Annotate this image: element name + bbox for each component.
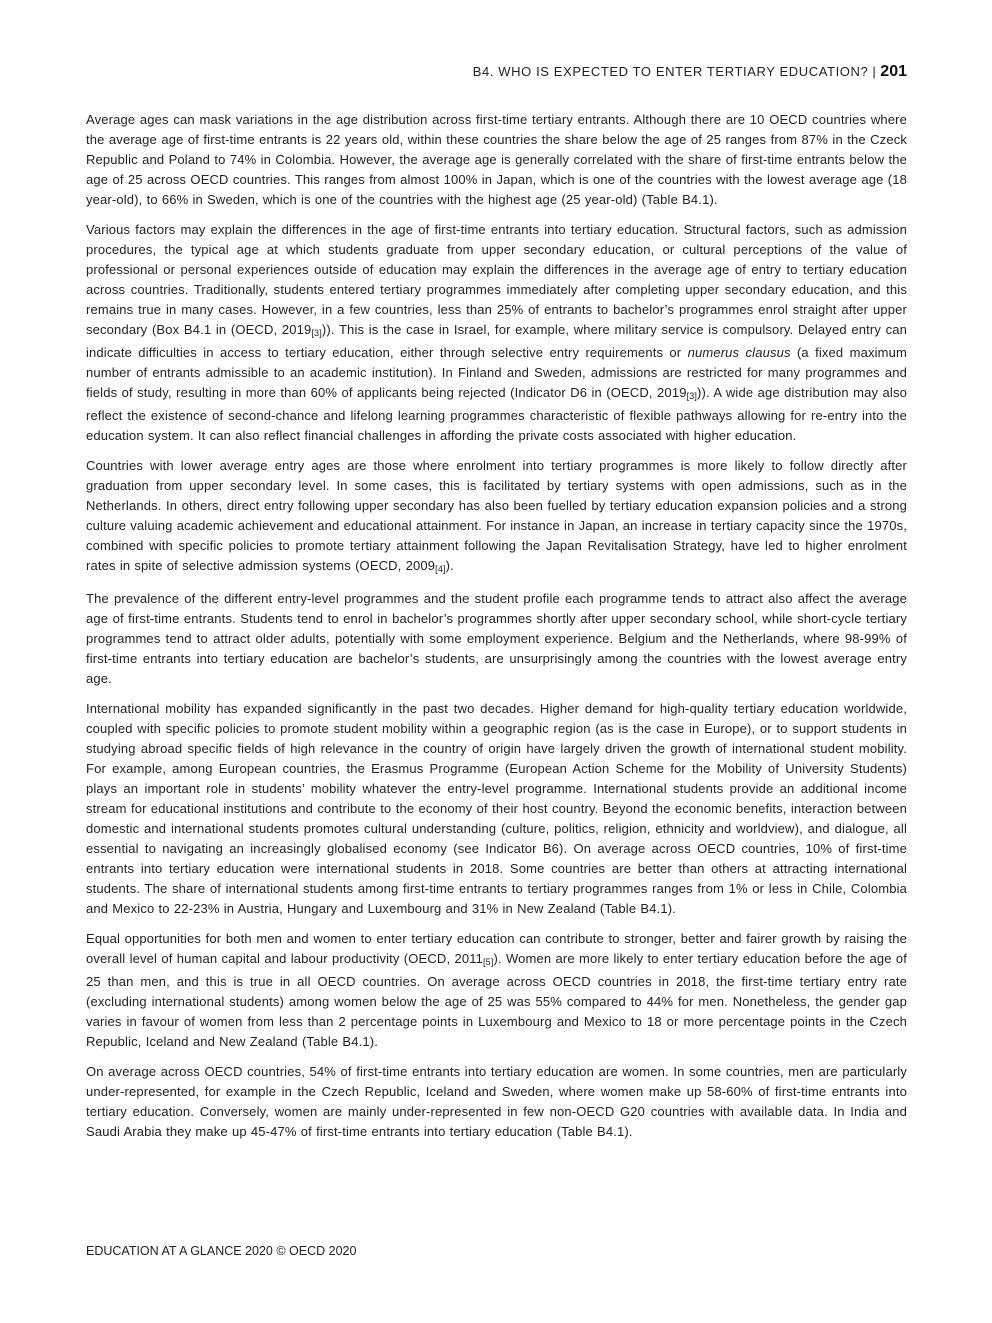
page-footer: EDUCATION AT A GLANCE 2020 © OECD 2020 <box>86 1244 357 1258</box>
paragraph-2-part-c: (a fixed maximum number of entrants admissible to an academic institution). In Finland and Sweden, admissions are restricted for many programmes and fields of study, resulting in more than 60% of applicants being rejected (Indicator D6 in (OECD, 2019 <box>86 345 907 400</box>
paragraph-4: The prevalence of the different entry-level programmes and the student profile each programme tends to attract also affect the average age of first-time entrants. Students tend to enrol in bachelor’s programmes shortly after upper secondary school, while short-cycle tertiary programmes tend to attract older adults, potentially with some employment experience. Belgium and the Netherlands, where 98-99% of first-time entrants into tertiary education are bachelor’s students, are unsurprisingly among the countries with the lowest average entry age. <box>86 591 907 686</box>
header-separator: | <box>872 64 877 79</box>
page-number: 201 <box>880 63 907 80</box>
reference-marker: [4] <box>435 564 446 574</box>
paragraph-2-part-d: )). A wide age distribution may also reflect the existence of second-chance and lifelong learning programmes characteristic of flexible pathways allowing for re-entry into the education system. It can also reflect financial challenges in affording the private costs associated with higher education. <box>86 385 907 443</box>
running-title: B4. WHO IS EXPECTED TO ENTER TERTIARY EDUCATION? <box>472 64 869 79</box>
reference-marker: [5] <box>483 957 494 967</box>
paragraph-2 <box>86 220 907 446</box>
paragraph-7: On average across OECD countries, 54% of first-time entrants into tertiary education are women. In some countries, men are particularly under-represented, for example in the Czech Republic, Iceland and Sweden, where women make up 58-60% of first-time entrants into tertiary education. Conversely, women are mainly under-represented in few non-OECD G20 countries with available data. In India and Saudi Arabia they make up 45-47% of first-time entrants into tertiary education (Table B4.1). <box>86 1064 907 1139</box>
paragraph-6 <box>86 929 907 1052</box>
paragraph-6-part-a: Equal opportunities for both men and women to enter tertiary education can contribute to stronger, better and fairer growth by raising the overall level of human capital and labour productivity (OECD, 2011 <box>86 931 907 966</box>
paragraph-5: International mobility has expanded significantly in the past two decades. Higher demand for high-quality tertiary education worldwide, coupled with specific policies to promote student mobility within a geographic region (as is the case in Europe), or to support students in studying abroad specific fields of high relevance in the country of origin have largely driven the growth of international student mobility. For example, among European countries, the Erasmus Programme (European Action Scheme for the Mobility of University Students) plays an important role in students’ mobility whatever the entry-level programme. International students provide an additional income stream for educational institutions and contribute to the economy of their host country. Beyond the economic benefits, interaction between domestic and international students promotes cultural understanding (culture, politics, religion, ethnicity and worldview), and dialogue, all essential to navigating an increasingly globalised economy (see Indicator B6). On average across OECD countries, 10% of first-time entrants into tertiary education were international students in 2018. Some countries are better than others at attracting international students. The share of international students among first-time entrants to tertiary programmes ranges from 1% or less in Chile, Colombia and Mexico to 22-23% in Austria, Hungary and Luxembourg and 31% in New Zealand (Table B4.1). <box>86 701 907 916</box>
page-header <box>86 63 907 85</box>
body-text <box>86 110 907 1152</box>
paragraph-3-part-b: ). <box>445 558 454 573</box>
reference-marker: [3] <box>686 391 698 401</box>
paragraph-3 <box>86 456 907 579</box>
paragraph-1: Average ages can mask variations in the age distribution across first-time tertiary entrants. Although there are 10 OECD countries where the average age of first-time entrants is 22 years old, within these countries the share below the age of 25 ranges from 87% in the Czeck Republic and Poland to 74% in Colombia. However, the average age is generally correlated with the share of first-time entrants below the age of 25 across OECD countries. This ranges from almost 100% in Japan, which is one of the countries with the lowest average age (18 year-old), to 66% in Sweden, which is one of the countries with the highest age (25 year-old) (Table B4.1). <box>86 112 907 207</box>
paragraph-2-part-a: Various factors may explain the differences in the age of first-time entrants into tertiary education. Structural factors, such as admission procedures, the typical age at which students graduate from upper secondary education, or cultural perceptions of the value of professional or personal experiences outside of education may explain the differences in the average age of entry to tertiary education across countries. Traditionally, students entered tertiary programmes immediately after completing upper secondary education, and this remains true in many cases. However, in a few countries, less than 25% of entrants to bachelor’s programmes enrol straight after upper secondary (Box B4.1 in (OECD, 2019 <box>86 222 907 337</box>
paragraph-6-part-b: ). Women are more likely to enter tertiary education before the age of 25 than men, and this is true in all OECD countries. On average across OECD countries in 2018, the first-time tertiary entry rate (excluding international students) among women below the age of 25 was 55% compared to 44% for men. Nonetheless, the gender gap varies in favour of women from less than 2 percentage points in Luxembourg and Mexico to 18 or more percentage points in the Czech Republic, Iceland and New Zealand (Table B4.1). <box>86 951 907 1049</box>
italic-term: numerus clausus <box>687 345 791 360</box>
paragraph-2-part-b: )). This is the case in Israel, for example, where military service is compulsory. Delayed entry can indicate difficulties in access to tertiary education, either through selective entry requirements or <box>86 322 908 360</box>
paragraph-3-part-a: Countries with lower average entry ages are those where enrolment into tertiary programmes is more likely to follow directly after graduation from upper secondary level. In some cases, this is facilitated by tertiary systems with open admissions, such as in the Netherlands. In others, direct entry following upper secondary has also been fuelled by tertiary education expansion policies and a strong culture valuing academic achievement and educational attainment. For instance in Japan, an increase in tertiary capacity since the 1970s, combined with specific policies to promote tertiary attainment following the Japan Revitalisation Strategy, have led to higher enrolment rates in spite of selective admission systems (OECD, 2009 <box>86 458 907 573</box>
reference-marker: [3] <box>311 328 322 338</box>
